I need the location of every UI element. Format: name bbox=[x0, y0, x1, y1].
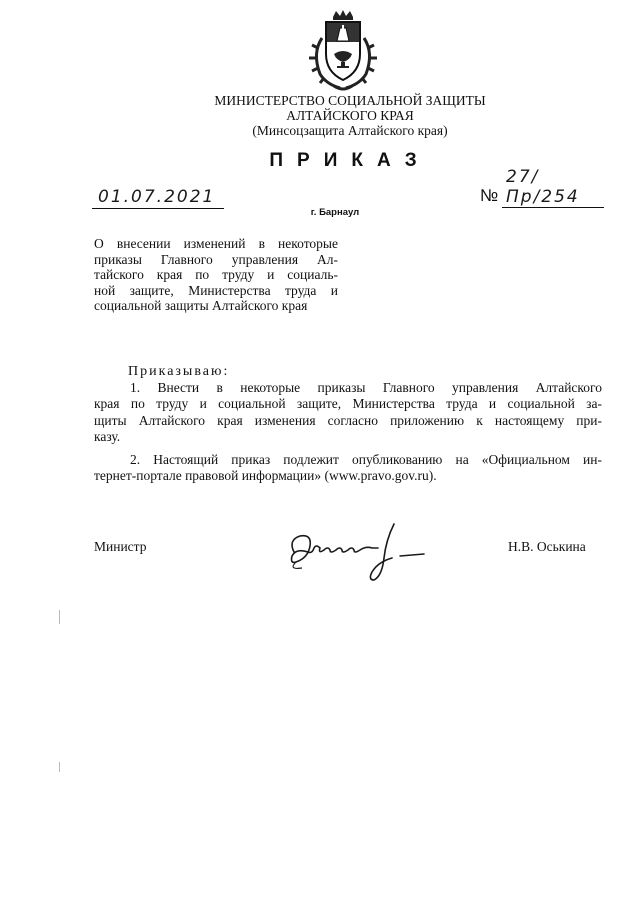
subject-line: ной защите, Министерства труда и bbox=[94, 282, 338, 298]
order-item-line: 1. Внести в некоторые приказы Главного управления Алтайского bbox=[130, 380, 602, 395]
handwritten-number: 27/Пр/254 bbox=[506, 167, 580, 207]
scan-margin-mark bbox=[59, 610, 60, 624]
order-item-line: края по труду и социальной защите, Министерства труда и социальной за- bbox=[94, 396, 602, 412]
signatory-name: Н.В. Оськина bbox=[508, 539, 586, 554]
order-item-line: тернет-портале правовой информации» (www.pravo.gov.ru). bbox=[94, 468, 437, 484]
ministry-header bbox=[180, 93, 520, 138]
ministry-name-line2: АЛТАЙСКОГО КРАЯ bbox=[286, 108, 414, 123]
order-item-line: 2. Настоящий приказ подлежит опубликованию на «Официальном ин- bbox=[130, 452, 602, 467]
scan-margin-mark bbox=[59, 762, 60, 772]
ministry-name-line1: МИНИСТЕРСТВО СОЦИАЛЬНОЙ ЗАЩИТЫ bbox=[214, 93, 486, 108]
document-number-field bbox=[480, 167, 604, 208]
subject-line: О внесении изменений в некоторые bbox=[94, 236, 338, 251]
order-item-1 bbox=[94, 380, 602, 446]
number-underline bbox=[502, 207, 604, 208]
order-item-line: казу. bbox=[94, 429, 121, 445]
subject-line: приказы Главного управления Ал- bbox=[94, 251, 338, 267]
document-type-title: ПРИКАЗ bbox=[269, 150, 431, 171]
handwritten-date: 01.07.2021 bbox=[98, 187, 216, 207]
ministry-short-name: (Минсоцзащита Алтайского края) bbox=[252, 123, 448, 138]
coat-of-arms-icon bbox=[300, 8, 386, 94]
order-item-line: щиты Алтайского края изменения согласно приложению к настоящему при- bbox=[94, 412, 602, 428]
document-subject bbox=[94, 236, 338, 314]
number-sign: № bbox=[480, 186, 499, 205]
signatory-title: Министр bbox=[94, 539, 147, 554]
subject-line: тайского края по труду и социаль- bbox=[94, 267, 338, 283]
order-item-2 bbox=[94, 452, 602, 485]
document-date-field bbox=[92, 186, 224, 209]
subject-line: социальной защиты Алтайского края bbox=[94, 298, 308, 314]
order-directive-word: Приказываю: bbox=[128, 364, 230, 379]
document-city: г. Барнаул bbox=[310, 207, 360, 218]
handwritten-signature-icon bbox=[282, 518, 432, 584]
